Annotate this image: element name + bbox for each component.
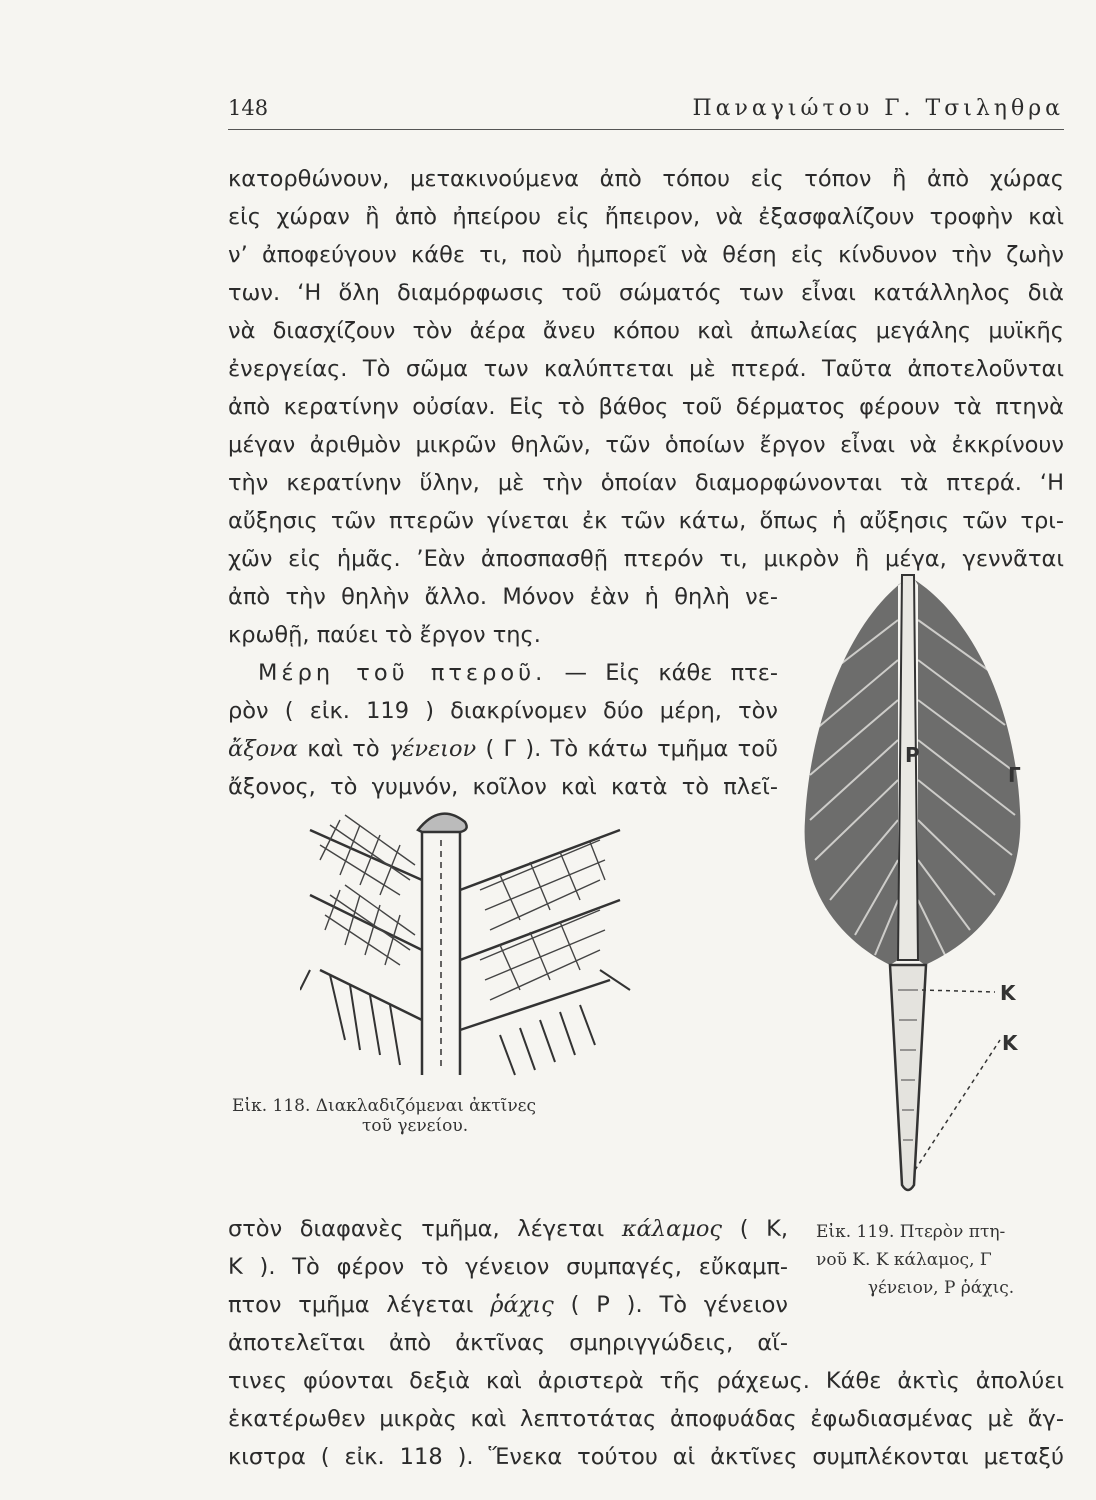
text-fragment: ( Ρ ). Τὸ γένειον [570,1292,789,1318]
text-line: τινες φύονται δεξιὰ καὶ ἀριστερὰ τῆς ράχεως. Κάθε ἀκτὶς ἀπολύει [228,1368,1064,1394]
italic-term-rachis: ῥάχις [490,1292,554,1318]
text-line: ν’ ἀποφεύγουν κάθε τι, ποὺ ἠμπορεῖ νὰ θέση εἰς κίνδυνον τὴν ζωὴν [228,242,1064,268]
text-line: κατορθώνουν, μετακινούμενα ἀπὸ τόπου εἰς τόπον ἢ ἀπὸ χώρας [228,166,1064,192]
label-kalamos-2: Κ [1002,1031,1018,1055]
text-line: νὰ διασχίζουν τὸν ἀέρα ἄνευ κόπου καὶ ἀπωλείας μεγάλης μυϊκῆς [228,318,1064,344]
text-line: κρωθῇ, παύει τὸ ἔργον της. [228,622,541,648]
text-line: ἑκατέρωθεν μικρὰς καὶ λεπτοτάτας ἀποφυάδας ἐφωδιασμένας μὲ ἄγ- [228,1406,1064,1432]
italic-term-axon: ἄξονα [228,736,299,762]
caption-line: Εἰκ. 119. Πτερὸν πτη- [816,1222,1006,1242]
italic-term-geneion: γένειον [388,736,477,762]
text-line: τὴν κερατίνην ὕλην, μὲ τὴν ὁποίαν διαμορφώνονται τὰ πτερά. ‘Η [228,470,1064,496]
header-rule [228,129,1064,130]
label-geneion: Γ [1008,763,1021,787]
section-text: — Εἰς κάθε πτε- [546,660,778,686]
text-fragment: ( Γ ). Τὸ κάτω τμῆμα τοῦ [485,736,778,762]
caption-line: τοῦ γενείου. [362,1116,469,1136]
text-fragment: τὸ [352,736,380,762]
text-line: ἐνεργείας. Τὸ σῶμα των καλύπτεται μὲ πτερά. Ταῦτα ἀποτελοῦνται [228,356,1064,382]
text-line: ἄξονος, τὸ γυμνόν, κοῖλον καὶ κατὰ τὸ πλεῖ- [228,774,778,800]
running-title: Παναγιώτου Γ. Τσιληθρα [692,96,1064,121]
text-line: μέγαν ἀριθμὸν μικρῶν θηλῶν, τῶν ὁποίων ἔργον εἶναι νὰ ἐκκρίνουν [228,432,1064,458]
text-line: Κ ). Τὸ φέρον τὸ γένειον συμπαγές, εὔκαμπ- [228,1254,788,1280]
text-line: ἀπὸ κερατίνην οὐσίαν. Εἰς τὸ βάθος τοῦ δέρματος φέρουν τὰ πτηνὰ [228,394,1064,420]
caption-line: γένειον, Ρ ῥάχις. [867,1278,1015,1298]
text-line: ρὸν ( εἰκ. 119 ) διακρίνομεν δύο μέρη, τὸν [228,698,778,724]
text-line: των. ‘Η ὅλη διαμόρφωσις τοῦ σώματός των εἶναι κατάλληλος διὰ [228,280,1064,306]
text-line: χῶν εἰς ἡμᾶς. ’Εὰν ἀποσπασθῇ πτερόν τι, μικρὸν ἢ μέγα, γεννᾶται [228,546,1064,572]
figure-119-feather [790,560,1080,1200]
section-heading: Μέρη τοῦ πτεροῦ. [258,660,547,686]
figure-118-caption [232,1096,552,1136]
text-line: κιστρα ( εἰκ. 118 ). Ἕνεκα τούτου αἱ ἀκτῖνες συμπλέκονται μεταξύ [228,1444,1064,1470]
text-line: εἰς χώραν ἢ ἀπὸ ἠπείρου εἰς ἤπειρον, νὰ ἐξασφαλίζουν τροφὴν καὶ [228,204,1064,230]
text-line: ἀπὸ τὴν θηλὴν ἄλλο. Μόνον ἐὰν ἡ θηλὴ νε- [228,584,778,610]
caption-line: νοῦ Κ. Κ κάλαμος, Γ [816,1250,992,1270]
text-line: αὔξησις τῶν πτερῶν γίνεται ἐκ τῶν κάτω, ὅπως ἡ αὔξησις τῶν τρι- [228,508,1064,534]
text-fragment: στὸν διαφανὲς τμῆμα, λέγεται [228,1216,605,1242]
caption-line: Εἰκ. 118. Διακλαδιζόμεναι ἀκτῖνες [232,1096,536,1116]
italic-term-kalamos: κάλαμος [621,1216,723,1242]
text-fragment: καὶ [307,736,344,762]
label-kalamos-1: Κ [1000,981,1016,1005]
text-fragment: ( Κ, [739,1216,789,1242]
text-fragment: πτον τμῆμα λέγεται [228,1292,474,1318]
text-line [228,1288,788,1322]
text-line [228,1212,788,1246]
section-line [258,656,778,690]
label-rachis: Ρ [905,743,920,767]
page-header [228,96,1064,130]
figure-119-caption [816,1218,1066,1302]
page-number: 148 [228,96,269,120]
text-line: ἀποτελεῖται ἀπὸ ἀκτῖνας σμηριγγώδεις, αἵ- [228,1330,788,1356]
figure-118-barbs [300,800,640,1090]
text-line [228,732,778,766]
